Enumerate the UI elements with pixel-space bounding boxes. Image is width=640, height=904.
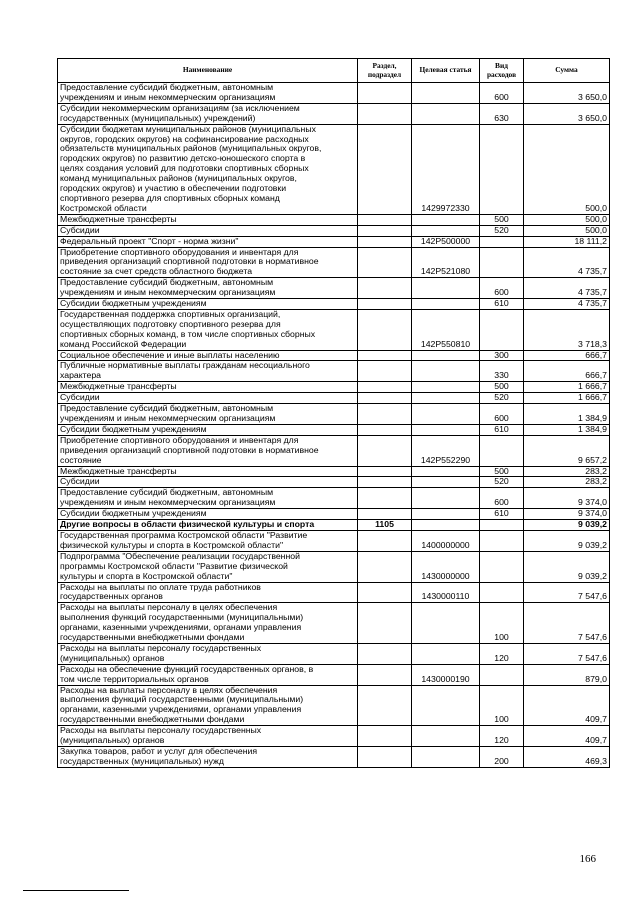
cell-sum: 500,0 (524, 124, 610, 214)
cell-target: 142P552290 (412, 435, 480, 466)
cell-name: Субсидии бюджетам муниципальных районов (муниципальных округов, городских округов) на софинансирование расходных обязательств муниципальных районов (муниципальных округов, городских округов) по развитию детско-юношеского спорта в целях создания условий для подготовки спортивных сборных команд муниципальных районов (муниципальных округов, городских округов) и участию в обеспечении подготовки спортивного резерва для спортивных сборных команд Костромской области (58, 124, 358, 214)
cell-target (412, 520, 480, 531)
table-row (58, 236, 610, 247)
cell-sum: 3 650,0 (524, 83, 610, 104)
cell-target: 1430000000 (412, 551, 480, 582)
cell-name: Государственная поддержка спортивных организаций, осуществляющих подготовку спортивного резерва для спортивных сборных команд, в том числе спортивных сборных команд Российской Федерации (58, 309, 358, 350)
cell-expense-type (480, 520, 524, 531)
cell-name: Расходы на выплаты по оплате труда работников государственных органов (58, 582, 358, 603)
cell-sum: 7 547,6 (524, 643, 610, 664)
cell-section (358, 603, 412, 644)
cell-target (412, 83, 480, 104)
cell-section (358, 278, 412, 299)
cell-sum: 666,7 (524, 361, 610, 382)
table-row (58, 83, 610, 104)
table-row (58, 603, 610, 644)
cell-sum: 9 374,0 (524, 509, 610, 520)
cell-expense-type: 520 (480, 477, 524, 488)
header-target: Целевая статья (412, 59, 480, 83)
cell-target (412, 350, 480, 361)
cell-expense-type (480, 124, 524, 214)
cell-target: 142P550810 (412, 309, 480, 350)
cell-section (358, 361, 412, 382)
cell-section (358, 477, 412, 488)
cell-name: Предоставление субсидий бюджетным, автономным учреждениям и иным некоммерческим организациям (58, 488, 358, 509)
cell-expense-type (480, 236, 524, 247)
table-row (58, 247, 610, 278)
cell-sum: 500,0 (524, 214, 610, 225)
cell-target (412, 747, 480, 768)
cell-name: Субсидии бюджетным учреждениям (58, 424, 358, 435)
cell-sum: 9 039,2 (524, 530, 610, 551)
cell-section (358, 247, 412, 278)
budget-table (57, 58, 610, 768)
cell-target (412, 726, 480, 747)
table-row (58, 404, 610, 425)
cell-name: Предоставление субсидий бюджетным, автономным учреждениям и иным некоммерческим организациям (58, 278, 358, 299)
cell-name: Субсидии (58, 393, 358, 404)
cell-name: Социальное обеспечение и иные выплаты населению (58, 350, 358, 361)
cell-expense-type: 330 (480, 361, 524, 382)
cell-sum: 4 735,7 (524, 247, 610, 278)
cell-target: 142P500000 (412, 236, 480, 247)
cell-section: 1105 (358, 520, 412, 531)
cell-section (358, 747, 412, 768)
table-body (58, 83, 610, 768)
table-row (58, 361, 610, 382)
cell-target (412, 603, 480, 644)
cell-section (358, 424, 412, 435)
cell-name: Публичные нормативные выплаты гражданам несоциального характера (58, 361, 358, 382)
cell-expense-type (480, 551, 524, 582)
cell-name: Субсидии бюджетным учреждениям (58, 299, 358, 310)
cell-target: 1400000000 (412, 530, 480, 551)
cell-name: Расходы на выплаты персоналу государственных (муниципальных) органов (58, 726, 358, 747)
cell-section (358, 225, 412, 236)
cell-name: Расходы на выплаты персоналу в целях обеспечения выполнения функций государственными (муниципальными) органами, казенными учреждениями, органами управления государственными внебюджетными фондами (58, 603, 358, 644)
cell-target (412, 404, 480, 425)
cell-expense-type: 500 (480, 466, 524, 477)
cell-expense-type (480, 247, 524, 278)
table-row (58, 103, 610, 124)
cell-sum: 283,2 (524, 466, 610, 477)
cell-target (412, 382, 480, 393)
header-expense-type: Вид расходов (480, 59, 524, 83)
cell-section (358, 664, 412, 685)
cell-expense-type (480, 530, 524, 551)
cell-name: Государственная программа Костромской области "Развитие физической культуры и спорта в Костромской области" (58, 530, 358, 551)
header-sum: Сумма (524, 59, 610, 83)
header-section: Раздел, подраздел (358, 59, 412, 83)
cell-name: Межбюджетные трансферты (58, 466, 358, 477)
cell-expense-type: 630 (480, 103, 524, 124)
cell-target (412, 509, 480, 520)
table-row (58, 299, 610, 310)
cell-sum: 7 547,6 (524, 582, 610, 603)
cell-name: Расходы на выплаты персоналу в целях обеспечения выполнения функций государственными (муниципальными) органами, казенными учреждениями, органами управления государственными внебюджетными фондами (58, 685, 358, 726)
table-row (58, 350, 610, 361)
cell-sum: 9 039,2 (524, 551, 610, 582)
table-row (58, 726, 610, 747)
cell-expense-type: 120 (480, 643, 524, 664)
cell-expense-type (480, 664, 524, 685)
table-row (58, 509, 610, 520)
cell-name: Субсидии (58, 225, 358, 236)
cell-section (358, 488, 412, 509)
cell-name: Субсидии некоммерческим организациям (за исключением государственных (муниципальных) учреждений) (58, 103, 358, 124)
cell-sum: 4 735,7 (524, 278, 610, 299)
cell-expense-type: 610 (480, 509, 524, 520)
cell-expense-type: 610 (480, 299, 524, 310)
cell-target (412, 103, 480, 124)
cell-name: Закупка товаров, работ и услуг для обеспечения государственных (муниципальных) нужд (58, 747, 358, 768)
table-row (58, 393, 610, 404)
table-row (58, 309, 610, 350)
cell-expense-type: 600 (480, 83, 524, 104)
cell-sum: 879,0 (524, 664, 610, 685)
cell-sum: 9 657,2 (524, 435, 610, 466)
cell-expense-type: 500 (480, 382, 524, 393)
cell-expense-type: 200 (480, 747, 524, 768)
cell-section (358, 435, 412, 466)
cell-section (358, 299, 412, 310)
cell-name: Предоставление субсидий бюджетным, автономным учреждениям и иным некоммерческим организациям (58, 83, 358, 104)
cell-name: Приобретение спортивного оборудования и инвентаря для приведения организаций спортивной подготовки в нормативное состояние за счет средств областного бюджета (58, 247, 358, 278)
cell-name: Межбюджетные трансферты (58, 382, 358, 393)
cell-expense-type: 520 (480, 225, 524, 236)
cell-section (358, 382, 412, 393)
cell-expense-type: 100 (480, 603, 524, 644)
cell-target (412, 466, 480, 477)
table-row (58, 477, 610, 488)
cell-expense-type (480, 582, 524, 603)
cell-name: Приобретение спортивного оборудования и инвентаря для приведения организаций спортивной подготовки в нормативное состояние (58, 435, 358, 466)
cell-sum: 500,0 (524, 225, 610, 236)
cell-sum: 3 718,3 (524, 309, 610, 350)
cell-expense-type (480, 435, 524, 466)
table-row (58, 520, 610, 531)
table-row (58, 435, 610, 466)
cell-name: Предоставление субсидий бюджетным, автономным учреждениям и иным некоммерческим организациям (58, 404, 358, 425)
table-row (58, 214, 610, 225)
cell-expense-type: 500 (480, 214, 524, 225)
cell-section (358, 551, 412, 582)
table-row (58, 582, 610, 603)
cell-section (358, 83, 412, 104)
cell-expense-type: 120 (480, 726, 524, 747)
table-row (58, 488, 610, 509)
cell-section (358, 124, 412, 214)
cell-section (358, 404, 412, 425)
cell-target (412, 361, 480, 382)
cell-expense-type: 600 (480, 278, 524, 299)
cell-sum: 9 039,2 (524, 520, 610, 531)
table-row (58, 424, 610, 435)
cell-target (412, 643, 480, 664)
cell-target (412, 225, 480, 236)
cell-sum: 283,2 (524, 477, 610, 488)
cell-section (358, 582, 412, 603)
cell-target: 1429972330 (412, 124, 480, 214)
cell-section (358, 309, 412, 350)
table-row (58, 747, 610, 768)
cell-section (358, 530, 412, 551)
cell-sum: 18 111,2 (524, 236, 610, 247)
cell-name: Расходы на выплаты персоналу государственных (муниципальных) органов (58, 643, 358, 664)
cell-name: Субсидии (58, 477, 358, 488)
table-row (58, 685, 610, 726)
cell-name: Расходы на обеспечение функций государственных органов, в том числе территориальных органов (58, 664, 358, 685)
cell-expense-type: 600 (480, 488, 524, 509)
cell-section (358, 643, 412, 664)
cell-sum: 409,7 (524, 685, 610, 726)
cell-target (412, 393, 480, 404)
cell-sum: 1 384,9 (524, 404, 610, 425)
cell-expense-type: 520 (480, 393, 524, 404)
cell-target (412, 214, 480, 225)
cell-expense-type: 100 (480, 685, 524, 726)
cell-target: 1430000110 (412, 582, 480, 603)
table-row (58, 551, 610, 582)
cell-name: Федеральный проект "Спорт - норма жизни" (58, 236, 358, 247)
cell-sum: 1 666,7 (524, 382, 610, 393)
cell-sum: 1 384,9 (524, 424, 610, 435)
cell-target: 142P521080 (412, 247, 480, 278)
cell-target (412, 278, 480, 299)
cell-section (358, 236, 412, 247)
cell-target (412, 488, 480, 509)
cell-target: 1430000190 (412, 664, 480, 685)
cell-sum: 9 374,0 (524, 488, 610, 509)
cell-expense-type: 600 (480, 404, 524, 425)
table-row (58, 643, 610, 664)
footer-divider (23, 890, 129, 891)
cell-expense-type (480, 309, 524, 350)
table-row (58, 278, 610, 299)
cell-section (358, 214, 412, 225)
cell-expense-type: 610 (480, 424, 524, 435)
cell-sum: 4 735,7 (524, 299, 610, 310)
cell-target (412, 424, 480, 435)
table-header-row (58, 59, 610, 83)
cell-sum: 3 650,0 (524, 103, 610, 124)
table-row (58, 382, 610, 393)
cell-sum: 7 547,6 (524, 603, 610, 644)
header-name: Наименование (58, 59, 358, 83)
cell-target (412, 299, 480, 310)
cell-section (358, 466, 412, 477)
cell-sum: 1 666,7 (524, 393, 610, 404)
cell-expense-type: 300 (480, 350, 524, 361)
cell-section (358, 509, 412, 520)
cell-section (358, 393, 412, 404)
cell-name: Подпрограмма "Обеспечение реализации государственной программы Костромской области "Развитие физической культуры и спорта в Костромской области" (58, 551, 358, 582)
cell-section (358, 350, 412, 361)
cell-name: Другие вопросы в области физической культуры и спорта (58, 520, 358, 531)
cell-sum: 409,7 (524, 726, 610, 747)
table-row (58, 466, 610, 477)
cell-target (412, 685, 480, 726)
cell-sum: 666,7 (524, 350, 610, 361)
table-row (58, 225, 610, 236)
cell-target (412, 477, 480, 488)
table-row (58, 124, 610, 214)
cell-section (358, 726, 412, 747)
table-row (58, 664, 610, 685)
table-row (58, 530, 610, 551)
cell-section (358, 103, 412, 124)
cell-name: Субсидии бюджетным учреждениям (58, 509, 358, 520)
cell-name: Межбюджетные трансферты (58, 214, 358, 225)
cell-section (358, 685, 412, 726)
cell-sum: 469,3 (524, 747, 610, 768)
page-number: 166 (579, 853, 596, 865)
